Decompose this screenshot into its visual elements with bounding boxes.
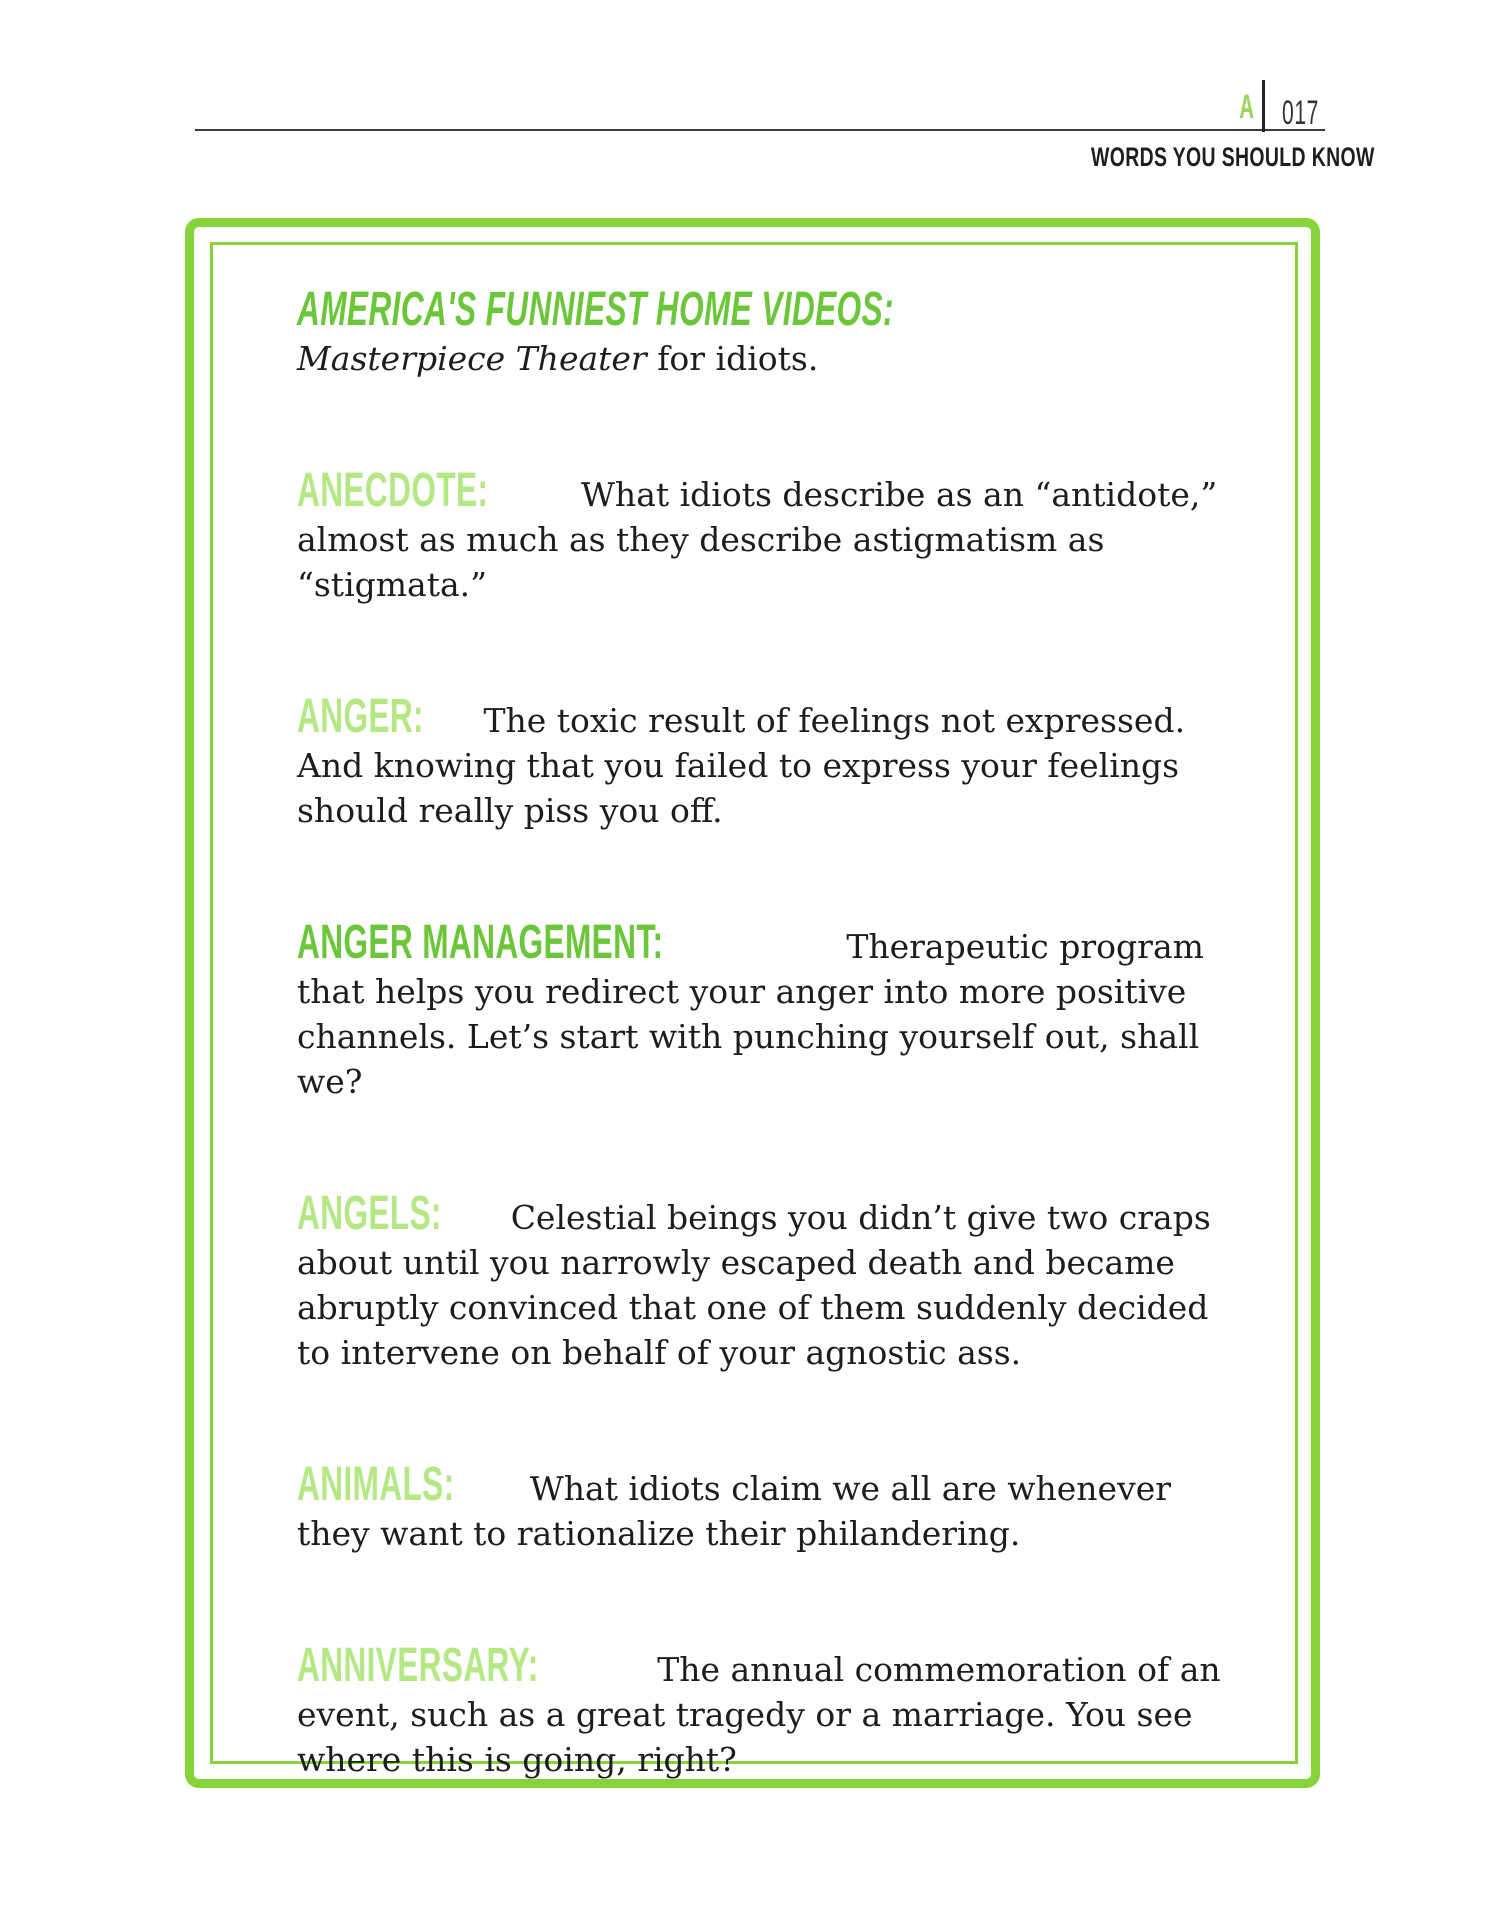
glossary-entries — [297, 283, 1227, 1782]
glossary-definition: What idiots describe as an “antidote,” almost as much as they describe astigmatism as “stigmata.” — [297, 475, 1218, 604]
header-rule — [195, 129, 1325, 131]
glossary-definition: The toxic result of feelings not expressed. And knowing that you failed to express your feelings should really piss you off. — [297, 701, 1186, 830]
glossary-entry — [297, 690, 1227, 833]
glossary-entry — [297, 1639, 1227, 1782]
glossary-definition: Therapeutic program that helps you redirect your anger into more positive channels. Let’s start with punching yourself out, shall we? — [297, 927, 1204, 1101]
glossary-entry — [297, 464, 1227, 607]
glossary-entry — [297, 1458, 1227, 1556]
running-head: WORDS YOU SHOULD KNOW — [1091, 142, 1375, 172]
glossary-entry — [297, 1187, 1227, 1375]
section-letter: A — [1239, 88, 1254, 126]
page-number: 017 — [1282, 94, 1320, 132]
glossary-definition: Celestial beings you didn’t give two craps about until you narrowly escaped death and became abruptly convinced that one of them suddenly decided to intervene on behalf of your agnostic ass. — [297, 1198, 1211, 1372]
glossary-term: ANNIVERSARY: — [297, 1639, 539, 1692]
glossary-term: ANGER MANAGEMENT: — [297, 916, 664, 969]
glossary-definition: The annual commemoration of an event, such as a great tragedy or a marriage. You see where this is going, right? — [297, 1650, 1221, 1779]
glossary-definition: What idiots claim we all are whenever they want to rationalize their philandering. — [297, 1469, 1172, 1553]
glossary-entry — [297, 283, 1227, 381]
glossary-term: ANECDOTE: — [297, 464, 489, 517]
glossary-term: ANIMALS: — [297, 1458, 455, 1511]
glossary-term: ANGER: — [297, 690, 424, 743]
header-divider — [1262, 80, 1265, 132]
glossary-definition: for idiots. — [646, 339, 819, 378]
glossary-italic-title: Masterpiece Theater — [297, 339, 647, 378]
glossary-entry — [297, 916, 1227, 1104]
glossary-term: AMERICA'S FUNNIEST HOME VIDEOS: — [297, 283, 894, 336]
glossary-term: ANGELS: — [297, 1187, 442, 1240]
